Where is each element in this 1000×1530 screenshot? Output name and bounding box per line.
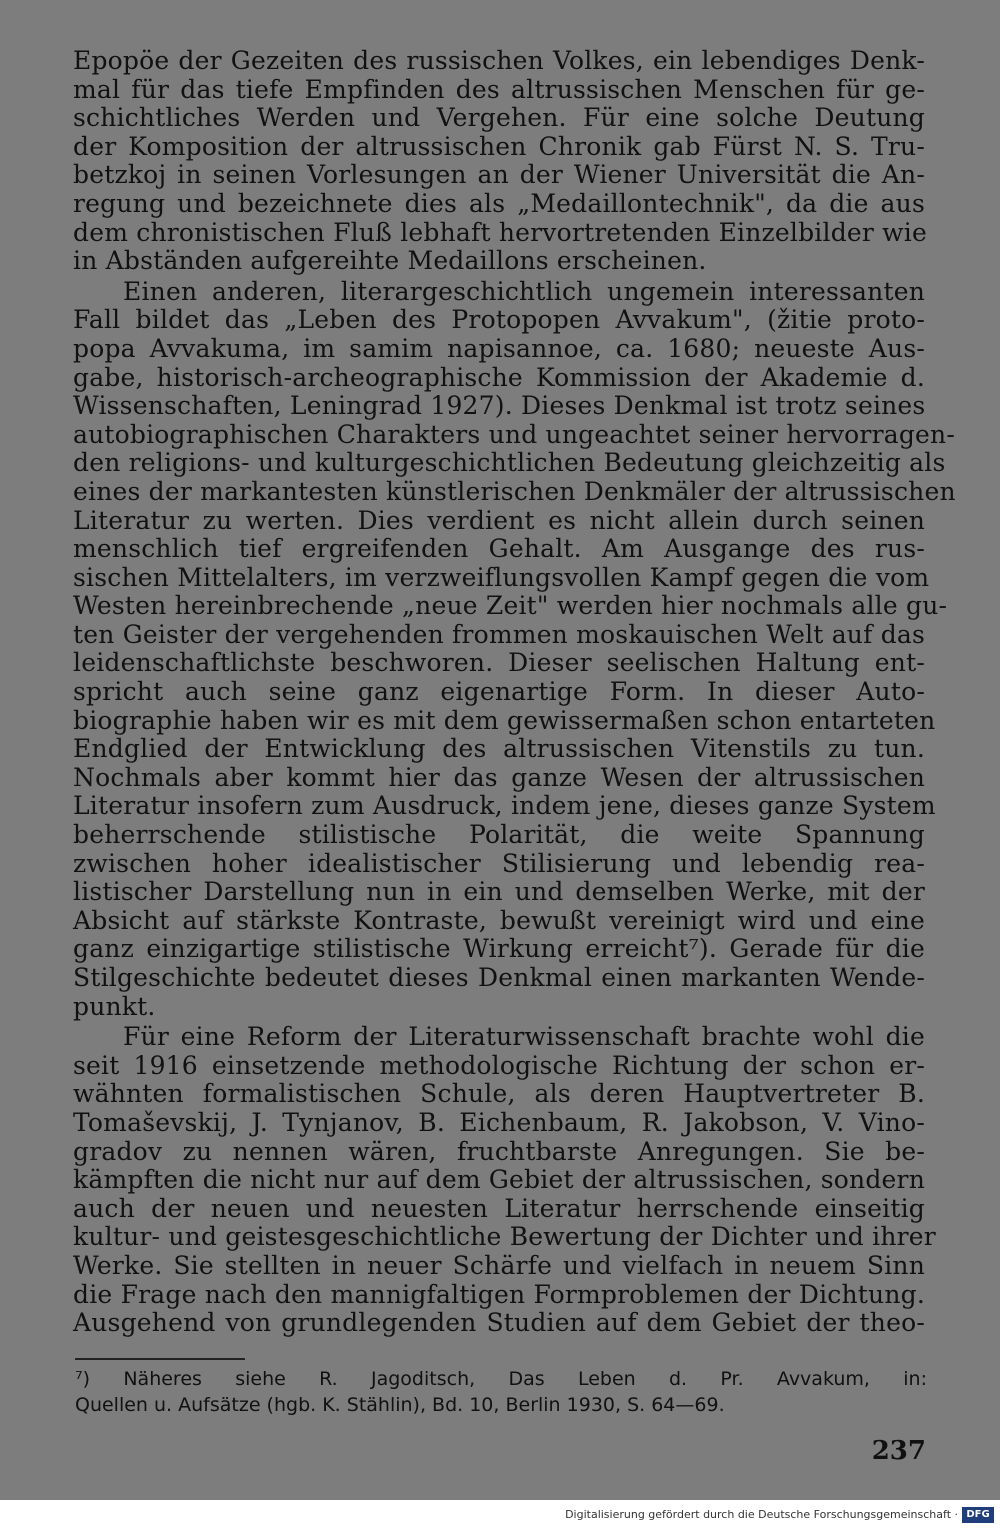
footnote-line: Quellen u. Aufsätze (hgb. K. Stählin), Bd. 10, Berlin 1930, S. 64—69. [75,1394,725,1416]
text-line: leidenschaftlichste beschworen. Dieser seelischen Haltung ent- [73,648,925,678]
text-line: Werke. Sie stellten in neuer Schärfe und vielfach in neuem Sinn [73,1250,925,1280]
text-line: betzkoj in seinen Vorlesungen an der Wiener Universität die An- [73,160,925,190]
text-line: Literatur insofern zum Ausdruck, indem jene, dieses ganze System [73,791,936,821]
text-line: Wissenschaften, Leningrad 1927). Dieses Denkmal ist trotz seines [73,391,926,421]
text-line: beherrschende stilistische Polarität, die weite Spannung [73,820,925,850]
text-line: schichtliches Werden und Vergehen. Für eine solche Deutung [73,103,925,133]
text-line: Einen anderen, literargeschichtlich ungemein interessanten [123,276,925,306]
body-text [73,46,956,1338]
text-line: sischen Mittelalters, im verzweiflungsvollen Kampf gegen die vom [73,562,930,592]
text-line: Epopöe der Gezeiten des russischen Volkes, ein lebendiges Denk- [73,46,925,75]
text-line: menschlich tief ergreifenden Gehalt. Am Ausgange des rus- [73,534,925,564]
text-line: kultur- und geistesgeschichtliche Bewertung der Dichter und ihrer [73,1222,936,1252]
text-line: mal für das tiefe Empfinden des altrussischen Menschen für ge- [73,74,925,104]
text-line: ten Geister der vergehenden frommen moskauischen Welt auf das [73,619,926,649]
text-line: seit 1916 einsetzende methodologische Richtung der schon er- [73,1050,925,1080]
text-line: Westen hereinbrechende „neue Zeit" werden hier nochmals alle gu- [73,591,948,621]
dfg-logo-icon[interactable]: DFG [962,1507,994,1523]
text-line: punkt. [73,991,156,1021]
text-line: Endglied der Entwicklung des altrussischen Vitenstils zu tun. [73,734,925,764]
text-line: regung und bezeichnete dies als „Medaillontechnik", da die aus [73,188,925,218]
text-line: in Abständen aufgereihte Medaillons erscheinen. [73,246,707,276]
text-line: wähnten formalistischen Schule, als deren Hauptvertreter B. [73,1079,925,1109]
text-line: autobiographischen Charakters und ungeachtet seiner hervorragen- [73,419,955,449]
text-line: Tomaševskij, J. Tynjanov, B. Eichenbaum, R. Jakobson, V. Vino- [73,1107,925,1137]
text-line: gradov zu nennen wären, fruchtbarste Anregungen. Sie be- [73,1136,925,1166]
text-line: gabe, historisch-archeographische Kommission der Akademie d. [73,362,925,392]
text-line: Absicht auf stärkste Kontraste, bewußt vereinigt wird und eine [73,905,925,935]
text-line: auch der neuen und neuesten Literatur herrschende einseitig [73,1193,925,1223]
footnote-divider [75,1358,245,1360]
footnote [75,1366,927,1418]
paragraph-2 [73,276,956,1021]
footnote-line: ⁷) Näheres siehe R. Jagoditsch, Das Leben d. Pr. Avvakum, in: [75,1368,927,1390]
text-line: die Frage nach den mannigfaltigen Formproblemen der Dichtung. [73,1279,925,1309]
text-line: Literatur zu werten. Dies verdient es nicht allein durch seinen [73,505,925,535]
text-line: zwischen hoher idealistischer Stilisierung und lebendig rea- [73,848,925,878]
text-line: popa Avvakuma, im samim napisannoe, ca. 1680; neueste Aus- [73,333,925,363]
digitization-credit-bar [0,1500,1000,1530]
paragraph-1 [73,47,925,276]
text-line: Für eine Reform der Literaturwissenschaft brachte wohl die [123,1022,925,1052]
text-line: den religions- und kulturgeschichtlichen Bedeutung gleichzeitig als [73,448,946,478]
text-line: spricht auch seine ganz eigenartige Form. In dieser Auto- [73,677,925,707]
text-line: Stilgeschichte bedeutet dieses Denkmal einen markanten Wende- [73,963,925,992]
text-line: Fall bildet das „Leben des Protopopen Avvakum", (žitie proto- [73,305,925,335]
text-line: biographie haben wir es mit dem gewissermaßen schon entarteten [73,705,936,735]
text-line: ganz einzigartige stilistische Wirkung erreicht⁷). Gerade für die [73,934,925,964]
text-line: Ausgehend von grundlegenden Studien auf dem Gebiet der theo- [73,1308,925,1338]
text-line: dem chronistischen Fluß lebhaft hervortretenden Einzelbilder wie [73,217,927,247]
text-line: Nochmals aber kommt hier das ganze Wesen der altrussischen [73,762,925,792]
text-line: listischer Darstellung nun in ein und demselben Werke, mit der [73,877,925,907]
text-line: kämpften die nicht nur auf dem Gebiet der altrussischen, sondern [73,1165,925,1195]
paragraph-3 [73,1022,936,1338]
credit-text: Digitalisierung gefördert durch die Deutsche Forschungsgemeinschaft · [565,1508,958,1521]
text-line: der Komposition der altrussischen Chronik gab Fürst N. S. Tru- [73,131,925,161]
page-number: 237 [871,1436,926,1466]
text-line: eines der markantesten künstlerischen Denkmäler der altrussischen [73,476,956,506]
